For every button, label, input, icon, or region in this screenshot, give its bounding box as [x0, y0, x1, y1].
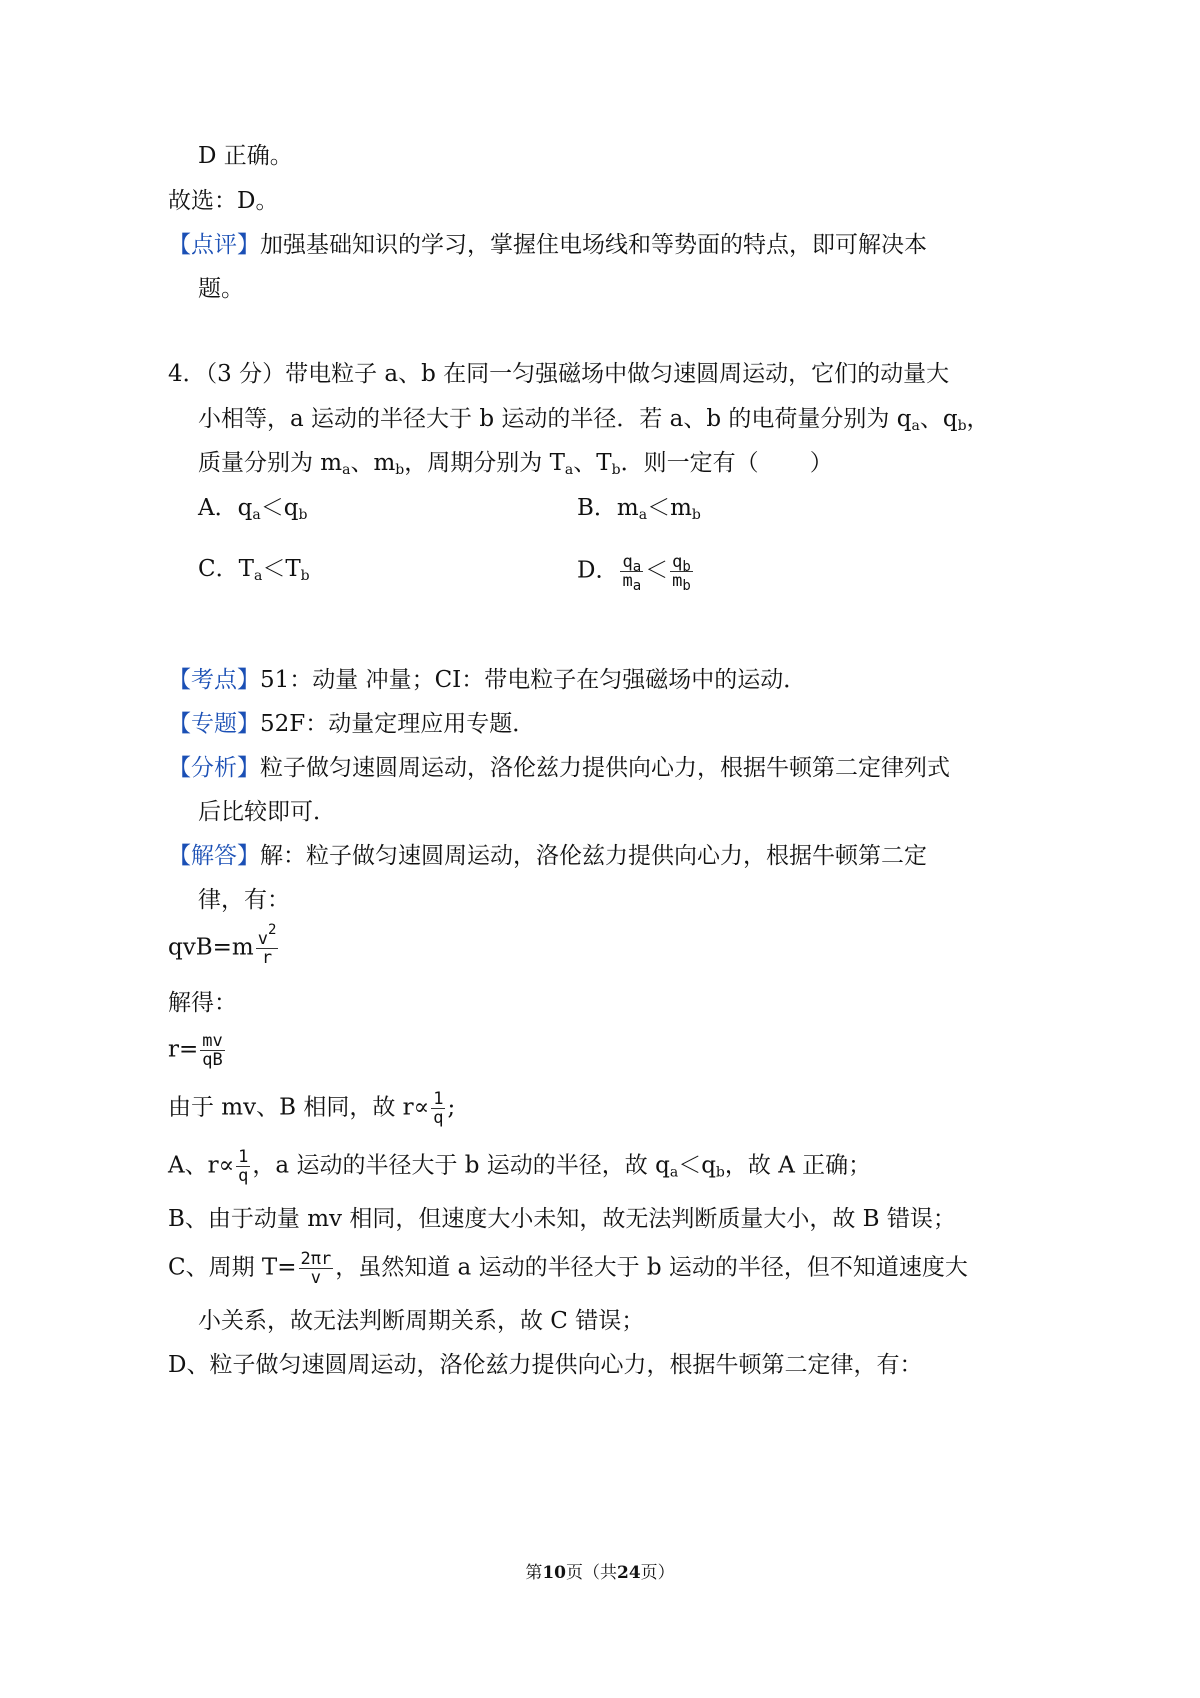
analysis-b: B、由于动量 mv 相同，但速度大小未知，故无法判断质量大小，故 B 错误；	[168, 1206, 956, 1232]
analysis-d: D、粒子做匀速圆周运动，洛伦兹力提供向心力，根据牛顿第二定律，有：	[168, 1352, 923, 1378]
tag-fenxi: 【分析】	[168, 755, 260, 781]
formula-line: 由于 mv、B 相同，故 r∝ $\frac{1}{q}$ ;	[168, 1089, 456, 1128]
tag-zhuanti: 【专题】	[168, 711, 260, 737]
page-footer: 第10页（共24页）	[525, 1563, 675, 1583]
formula-line: qvB=m $\frac{v^2}{r}$	[168, 922, 277, 968]
tag-dianping: 【点评】	[168, 232, 260, 258]
text-line: D 正确。	[198, 143, 293, 169]
zhuanti-line: 【专题】52F：动量定理应用专题．	[168, 711, 536, 737]
tag-jieda: 【解答】	[168, 843, 260, 869]
question-heading: 4．（3 分）带电粒子 a、b 在同一匀强磁场中做匀速圆周运动，它们的动量大	[168, 361, 950, 387]
analysis-a: A、r∝ $\frac{1}{q}$ ，a 运动的半径大于 b 运动的半径，故 $q_a<q_b$，故 A 正确；	[168, 1147, 872, 1186]
text-line: 故选：D。	[168, 188, 279, 214]
option-c: C．$T_a<T_b$	[198, 556, 310, 584]
comment-line: 【点评】加强基础知识的学习，掌握住电场线和等势面的特点，即可解决本	[168, 232, 927, 258]
text-line: 小关系，故无法判断周期关系，故 C 错误；	[198, 1308, 645, 1334]
text-line: 后比较即可．	[198, 799, 336, 825]
question-line: 小相等，a 运动的半径大于 b 运动的半径．若 a、b 的电荷量分别为 $q_a$、$q_b$，	[198, 406, 990, 434]
jieda-line: 【解答】解：粒子做匀速圆周运动，洛伦兹力提供向心力，根据牛顿第二定	[168, 843, 927, 869]
text-line: 解得：	[168, 990, 237, 1016]
kaodian-line: 【考点】51：动量 冲量；CI：带电粒子在匀强磁场中的运动．	[168, 667, 807, 693]
option-d: D． $\frac{q_a}{m_a}$ ＜ $\frac{q_b}{m_b}$	[577, 552, 691, 594]
formula-line: r= $\frac{mv}{qB}$	[168, 1031, 223, 1070]
text-line: 律，有：	[198, 887, 290, 913]
question-line: 质量分别为 $m_a$、$m_b$，周期分别为 $T_a$、$T_b$．则一定有（ ）	[198, 450, 833, 478]
tag-kaodian: 【考点】	[168, 667, 260, 693]
text-line: 题。	[198, 276, 244, 302]
option-a: A．$q_a<q_b$	[198, 495, 308, 523]
fenxi-line: 【分析】粒子做匀速圆周运动，洛伦兹力提供向心力，根据牛顿第二定律列式	[168, 755, 950, 781]
analysis-c: C、周期 T= $\frac{2\pi r}{v}$ ，虽然知道 a 运动的半径大于 b 运动的半径，但不知道速度大	[168, 1249, 968, 1288]
option-b: B．$m_a<m_b$	[577, 495, 701, 523]
